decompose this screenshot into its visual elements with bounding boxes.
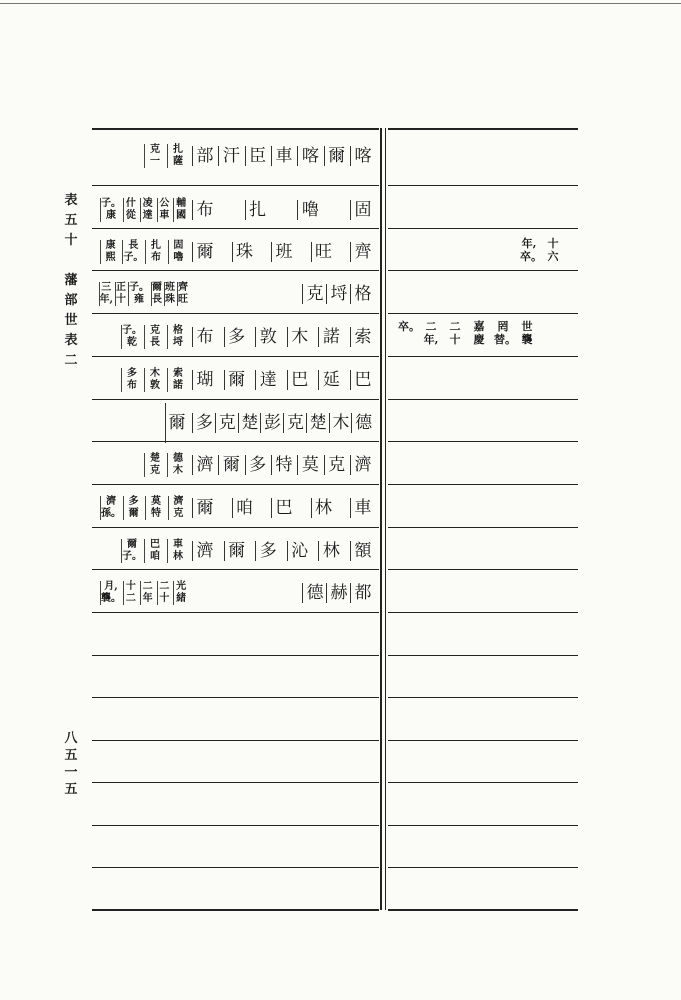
right-note-row3 — [520, 237, 562, 263]
name-char: 特 — [271, 455, 295, 475]
row-line-right — [388, 867, 578, 868]
name-char: 敦 — [255, 327, 279, 347]
side-title-char: 藩 — [64, 273, 78, 288]
row-line-right — [388, 185, 578, 186]
row-line-left — [92, 825, 379, 826]
name-char: 布 — [192, 200, 216, 220]
name-char: 克 — [215, 413, 238, 433]
annotation-pair: 濟 克 — [168, 496, 188, 520]
row-name — [192, 136, 374, 176]
row-annotation — [100, 573, 188, 613]
name-char: 多 — [224, 327, 248, 347]
annotation-pair: 爾 長 — [152, 282, 162, 305]
table-row — [100, 232, 374, 272]
name-char: 濟 — [192, 541, 216, 561]
row-line-right — [388, 399, 578, 400]
row-line-right — [388, 740, 578, 741]
row-name — [192, 488, 374, 528]
name-char: 齊 — [350, 242, 374, 262]
name-char: 汗 — [218, 146, 242, 166]
table-row — [100, 317, 374, 357]
name-char: 爾 — [224, 370, 248, 390]
side-title-char: 表 — [64, 193, 78, 208]
annotation-pair: 索 諾 — [167, 368, 188, 392]
right-note-pair: 卒。 — [398, 320, 420, 333]
row-line-right — [388, 484, 578, 485]
annotation-pair: 輔 國 — [173, 198, 188, 222]
name-char: 瑚 — [192, 370, 216, 390]
row-name — [192, 274, 374, 314]
annotation-pair: 正 十 — [116, 282, 126, 305]
name-char: 赫 — [326, 583, 350, 603]
annotation-pair: 子。 康 — [101, 198, 121, 221]
name-char: 額 — [350, 541, 374, 561]
name-char: 珠 — [232, 242, 256, 262]
row-line-left — [92, 128, 379, 130]
name-char: 木 — [287, 327, 311, 347]
annotation-pair: 班 珠 — [165, 282, 175, 305]
row-name — [192, 531, 374, 571]
row-line-left — [92, 909, 379, 911]
row-line-left — [92, 655, 379, 656]
name-char: 克 — [302, 284, 326, 304]
row-line-left — [92, 782, 379, 783]
name-char: 沁 — [287, 541, 311, 561]
row-line-right — [388, 825, 578, 826]
name-char: 巴 — [350, 370, 374, 390]
annotation-pair: 車 林 — [167, 539, 188, 563]
right-note-pair: 世 襲 — [521, 320, 533, 346]
name-char: 楚 — [306, 413, 329, 433]
row-line-right — [388, 697, 578, 698]
page-number-char: 五 — [64, 782, 78, 797]
name-char: 扎 — [245, 200, 269, 220]
side-title-char: 十 — [64, 233, 78, 248]
table-row — [100, 274, 374, 314]
annotation-pair: 三 年, — [99, 282, 113, 305]
side-title-char: 五 — [64, 213, 78, 228]
page-number-char: 八 — [64, 731, 78, 746]
page-top-line — [0, 3, 681, 4]
annotation-pair: 凌 達 — [140, 198, 155, 222]
annotation-pair: 齊 旺 — [178, 282, 188, 305]
name-char: 固 — [350, 200, 374, 220]
row-annotation — [100, 531, 188, 571]
annotation-pair: 濟 孫。 — [101, 496, 122, 519]
row-annotation — [100, 488, 188, 528]
row-line-right — [388, 441, 578, 442]
name-char: 車 — [350, 498, 374, 518]
annotation-pair: 多 爾 — [123, 496, 143, 520]
page-number-char: 一 — [64, 765, 78, 780]
name-char: 臣 — [245, 146, 269, 166]
annotation-pair: 克 長 — [144, 325, 165, 349]
row-annotation — [100, 274, 188, 314]
table-row — [100, 190, 374, 230]
right-note-pair: 二 十 — [449, 320, 461, 346]
annotation-pair: 月, 襲。 — [101, 581, 121, 604]
name-char: 德 — [351, 413, 374, 433]
name-char: 爾 — [192, 498, 216, 518]
annotation-pair: 巴 咱 — [144, 539, 165, 563]
table-row — [100, 488, 374, 528]
name-char: 布 — [192, 327, 216, 347]
table-row — [100, 573, 374, 613]
row-line-right — [388, 356, 578, 357]
page-number-char: 五 — [64, 748, 78, 763]
name-char: 林 — [311, 498, 335, 518]
name-char: 多 — [245, 455, 269, 475]
row-line-left — [92, 185, 379, 186]
annotation-pair: 德 木 — [167, 453, 188, 477]
name-char: 埒 — [326, 284, 350, 304]
row-line-right — [388, 527, 578, 528]
name-char: 濟 — [350, 455, 374, 475]
row-line-right — [388, 655, 578, 656]
name-char: 爾 — [218, 455, 242, 475]
annotation-pair: 莫 特 — [145, 496, 165, 520]
annotation-pair: 二 十 — [157, 581, 172, 605]
right-note-pair: 二 年, — [423, 320, 439, 346]
name-char: 都 — [350, 583, 374, 603]
annotation-pair: 子。 雍 — [129, 282, 149, 305]
table-row — [100, 136, 374, 176]
row-annotation — [100, 232, 188, 272]
annotation-pair: 爾 子。 — [122, 539, 142, 562]
row-line-right — [388, 128, 578, 130]
row-line-right — [388, 569, 578, 570]
name-char: 楚 — [238, 413, 261, 433]
annotation-pair: 什 從 — [123, 198, 138, 222]
table-row — [100, 531, 374, 571]
name-char: 多 — [255, 541, 279, 561]
row-annotation — [100, 445, 188, 485]
name-char: 克 — [324, 455, 348, 475]
name-char: 克 — [283, 413, 306, 433]
annotation-pair: 固 嚕 — [168, 240, 188, 264]
row-name — [192, 190, 374, 230]
side-title-char: 表 — [64, 333, 78, 348]
right-note-row5 — [398, 320, 536, 346]
name-char: 爾 — [192, 242, 216, 262]
annotation-pair: 木 敦 — [144, 368, 165, 392]
row-line-right — [388, 270, 578, 271]
annotation-pair: 楚 克 — [144, 453, 165, 477]
name-char: 多 — [192, 413, 215, 433]
name-char: 巴 — [287, 370, 311, 390]
name-char: 德 — [302, 583, 326, 603]
annotation-pair: 康 熙 — [100, 240, 120, 264]
name-char: 咱 — [232, 498, 256, 518]
annotation-pair: 長 子。 — [123, 240, 144, 263]
name-char: 木 — [329, 413, 352, 433]
name-char: 車 — [271, 146, 295, 166]
name-char: 格 — [350, 284, 374, 304]
side-title-char: 部 — [64, 293, 78, 308]
side-title-char: 二 — [64, 353, 78, 368]
row-line-left — [92, 867, 379, 868]
annotation-pair: 公 車 — [157, 198, 172, 222]
row-line-left — [92, 740, 379, 741]
row-name — [192, 403, 374, 443]
name-char: 巴 — [271, 498, 295, 518]
annotation-pair: 格 埒 — [167, 325, 188, 349]
table-row — [100, 445, 374, 485]
row-annotation — [100, 403, 188, 443]
name-char: 莫 — [297, 455, 321, 475]
row-name — [192, 573, 374, 613]
row-line-right — [388, 782, 578, 783]
row-annotation — [100, 136, 188, 176]
row-line-right — [388, 228, 578, 229]
row-name — [192, 360, 374, 400]
annotation-pair: 十 二 — [123, 581, 138, 605]
right-note-pair: 年, 卒。 — [520, 237, 542, 263]
name-char: 索 — [350, 327, 374, 347]
right-note-pair: 十 六 — [547, 237, 559, 263]
name-char: 部 — [192, 146, 216, 166]
table-row — [100, 403, 374, 443]
annotation-char: 爾 — [165, 403, 188, 443]
row-line-right — [388, 313, 578, 314]
name-char: 爾 — [224, 541, 248, 561]
name-char: 爾 — [324, 146, 348, 166]
right-note-pair: 嘉 慶 — [473, 320, 485, 346]
row-annotation — [100, 190, 188, 230]
name-char: 延 — [318, 370, 342, 390]
name-char: 喀 — [297, 146, 321, 166]
annotation-pair: 多 布 — [121, 368, 142, 392]
annotation-pair: 扎 薩 — [167, 144, 188, 168]
row-line-left — [92, 697, 379, 698]
row-annotation — [100, 360, 188, 400]
row-name — [192, 317, 374, 357]
annotation-pair: 克 一 — [144, 144, 165, 168]
name-char: 彭 — [260, 413, 283, 433]
annotation-pair: 光 緒 — [173, 581, 188, 605]
name-char: 達 — [255, 370, 279, 390]
name-char: 旺 — [311, 242, 335, 262]
row-name — [192, 232, 374, 272]
side-title-char: 世 — [64, 313, 78, 328]
row-line-right — [388, 612, 578, 613]
right-note-pair: 罔 替。 — [494, 320, 516, 346]
name-char: 嚕 — [297, 200, 321, 220]
name-char: 林 — [318, 541, 342, 561]
row-annotation — [100, 317, 188, 357]
name-char: 班 — [271, 242, 295, 262]
annotation-pair: 二 年 — [140, 581, 155, 605]
row-name — [192, 445, 374, 485]
row-line-right — [388, 909, 578, 911]
name-char: 喀 — [350, 146, 374, 166]
name-char: 諾 — [318, 327, 342, 347]
annotation-pair: 扎 布 — [145, 240, 165, 264]
table-row — [100, 360, 374, 400]
name-char: 濟 — [192, 455, 216, 475]
annotation-pair: 子。 乾 — [122, 325, 142, 348]
